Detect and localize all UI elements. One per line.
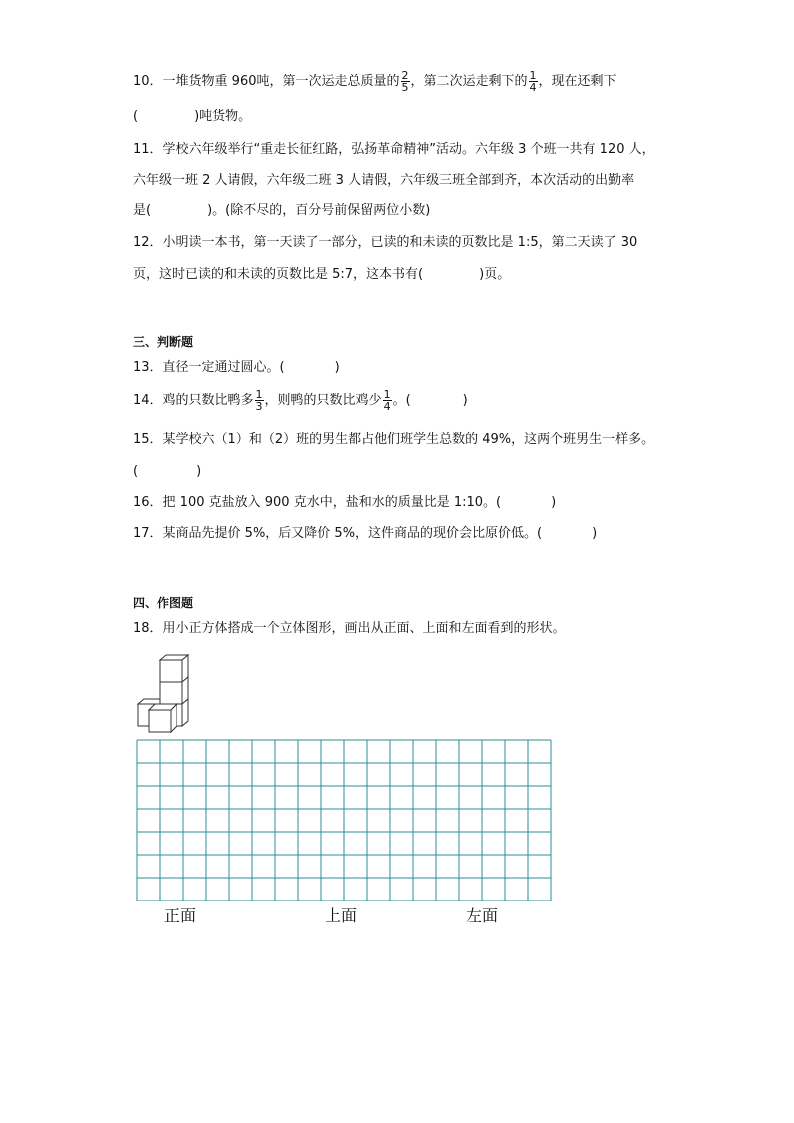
- q11-text-b: )。(除不尽的，百分号前保留两位小数): [207, 203, 431, 218]
- q10-line2: [133, 108, 251, 126]
- q11-line2: 六年级一班 2 人请假，六年级二班 3 人请假，六年级三班全部到齐，本次活动的出勤率: [133, 173, 635, 188]
- label-front-view: 正面: [164, 906, 197, 925]
- answer-grid[interactable]: [136, 739, 554, 901]
- paren-open: (: [133, 464, 139, 479]
- fraction-numerator: 1: [383, 388, 391, 401]
- q10-text-end: )吨货物。: [194, 109, 252, 124]
- q10-text-c: ，现在还剩下: [538, 74, 617, 89]
- q11-line3: [133, 202, 430, 220]
- q14-fraction-1: [255, 389, 264, 412]
- q13-text: 13．直径一定通过圆心。(: [133, 360, 285, 375]
- q12-line2: [133, 266, 510, 284]
- fraction-numerator: 1: [255, 388, 263, 401]
- section-title-drawing: 四、作图题: [133, 596, 194, 610]
- q17-text: 17．某商品先提价 5%，后又降价 5%，这件商品的现价会比原价低。(: [133, 526, 543, 541]
- q18-line: 18．用小正方体搭成一个立体图形，画出从正面、上面和左面看到的形状。: [133, 621, 566, 636]
- q10-fraction-2: [529, 70, 538, 93]
- q16-text: 16．把 100 克盐放入 900 克水中，盐和水的质量比是 1:10。(: [133, 495, 502, 510]
- paren-close: ): [334, 360, 340, 375]
- section-title-judgement: 三、判断题: [133, 335, 194, 349]
- paren-close: ): [592, 526, 598, 541]
- q10-fraction-1: [401, 70, 410, 93]
- q12-text-b: )页。: [479, 267, 511, 282]
- q15-line2: [133, 463, 201, 481]
- q14-text-a: 14．鸡的只数比鸭多: [133, 393, 254, 408]
- q10-text-a: 10．一堆货物重 960吨，第一次运走总质量的: [133, 74, 400, 89]
- paren-open: (: [133, 109, 139, 124]
- q11-text-a: 是(: [133, 203, 152, 218]
- q16-line: [133, 494, 556, 512]
- q14-text-b: ，则鸭的只数比鸡少: [264, 393, 382, 408]
- q11-line1: 11．学校六年级举行“重走长征红路，弘扬革命精神”活动。六年级 3 个班一共有 120 人，: [133, 142, 655, 157]
- q12-text-a: 页，这时已读的和未读的页数比是 5:7，这本书有(: [133, 267, 424, 282]
- q13-line: [133, 359, 340, 377]
- paren-close: ): [462, 393, 468, 408]
- q14-text-c: 。(: [392, 393, 411, 408]
- fraction-numerator: 2: [401, 69, 409, 82]
- label-top-view: 上面: [325, 906, 358, 925]
- paren-close: ): [551, 495, 557, 510]
- q10-text-b: ，第二次运走剩下的: [410, 74, 528, 89]
- q17-line: [133, 525, 597, 543]
- q15-line1: 15．某学校六（1）和（2）班的男生都占他们班学生总数的 49%，这两个班男生一样多。: [133, 432, 655, 447]
- fraction-denominator: 4: [529, 81, 537, 94]
- q10-line1: [133, 70, 617, 93]
- fraction-denominator: 4: [383, 400, 391, 413]
- fraction-denominator: 5: [401, 81, 409, 94]
- label-left-view: 左面: [466, 906, 499, 925]
- cube-stack-figure: [133, 654, 193, 734]
- q12-line1: 12．小明读一本书，第一天读了一部分，已读的和未读的页数比是 1:5，第二天读了 30: [133, 235, 638, 250]
- fraction-numerator: 1: [529, 69, 537, 82]
- q14-line: [133, 389, 468, 412]
- q14-fraction-2: [383, 389, 392, 412]
- fraction-denominator: 3: [255, 400, 263, 413]
- paren-close: ): [196, 464, 202, 479]
